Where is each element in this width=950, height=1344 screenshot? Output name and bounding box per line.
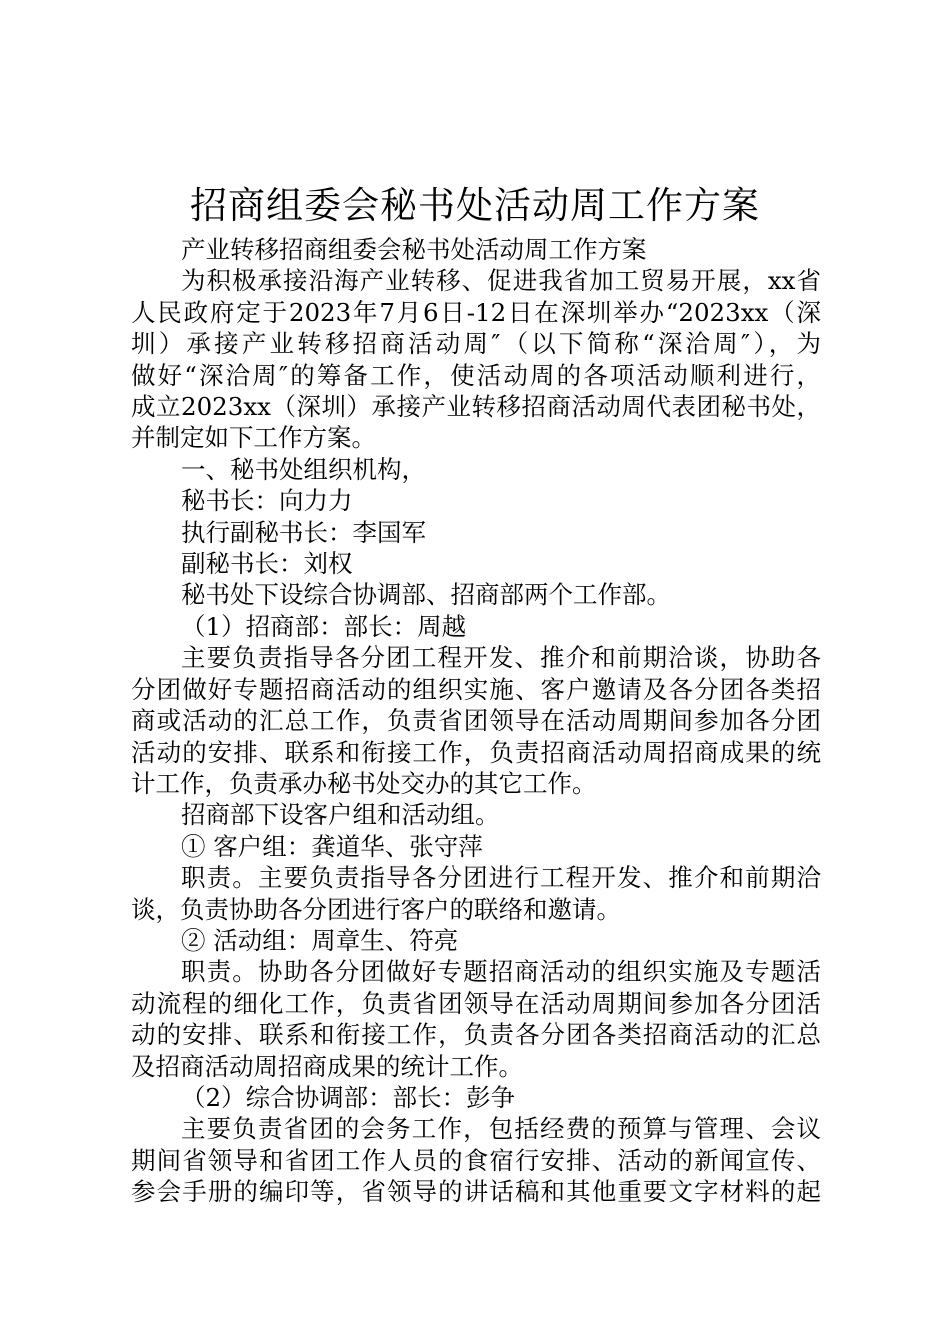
text-line: ① 客户组：龚道华、张守萍 bbox=[181, 831, 483, 861]
text-line: 招商部下设客户组和活动组。 bbox=[181, 800, 500, 830]
text-line: 动的安排、联系和衔接工作，负责各分团各类招商活动的汇总 bbox=[131, 1020, 821, 1050]
text-line: 为积极承接沿海产业转移、促进我省加工贸易开展，xx省 bbox=[181, 266, 821, 296]
text-line: 秘书处下设综合协调部、招商部两个工作部。 bbox=[181, 580, 671, 610]
text-line: 动流程的细化工作，负责省团领导在活动周期间参加各分团活 bbox=[131, 988, 821, 1018]
text-line: 副秘书长：刘权 bbox=[181, 549, 353, 579]
document-body bbox=[131, 234, 821, 1208]
text-line: 职责。主要负责指导各分团进行工程开发、推介和前期洽 bbox=[181, 863, 821, 893]
text-line: 期间省领导和省团工作人员的食宿行安排、活动的新闻宣传、 bbox=[131, 1145, 821, 1175]
text-line: 一、秘书处组织机构， bbox=[181, 454, 426, 484]
text-line: 成立2023xx（深圳）承接产业转移招商活动周代表团秘书处， bbox=[131, 392, 821, 422]
text-line: 秘书长：向力力 bbox=[181, 486, 353, 516]
text-line: 商或活动的汇总工作，负责省团领导在活动周期间参加各分团 bbox=[131, 706, 821, 736]
text-line: 主要负责省团的会务工作，包括经费的预算与管理、会议 bbox=[181, 1114, 821, 1144]
document-title: 招商组委会秘书处活动周工作方案 bbox=[190, 184, 760, 227]
text-line: 人民政府定于2023年7月6日-12日在深圳举办“2023xx（深 bbox=[131, 297, 821, 327]
text-line: （1）招商部：部长：周越 bbox=[181, 611, 467, 641]
text-line: 职责。协助各分团做好专题招商活动的组织实施及专题活 bbox=[181, 957, 821, 987]
text-line: 做好“深洽周″的筹备工作，使活动周的各项活动顺利进行， bbox=[131, 360, 821, 390]
text-line: （2）综合协调部：部长：彭争 bbox=[181, 1082, 516, 1112]
text-line: 分团做好专题招商活动的组织实施、客户邀请及各分团各类招 bbox=[131, 674, 821, 704]
text-line: 圳）承接产业转移招商活动周″（以下简称“深洽周″），为 bbox=[131, 329, 821, 359]
text-line: 及招商活动周招商成果的统计工作。 bbox=[131, 1051, 523, 1081]
text-line: ② 活动组：周章生、符亮 bbox=[181, 925, 459, 955]
text-line: 并制定如下工作方案。 bbox=[131, 423, 376, 453]
text-line: 产业转移招商组委会秘书处活动周工作方案 bbox=[181, 235, 647, 264]
text-line: 主要负责指导各分团工程开发、推介和前期洽谈，协助各 bbox=[181, 643, 821, 673]
text-line: 谈，负责协助各分团进行客户的联络和邀请。 bbox=[131, 894, 621, 924]
text-line: 活动的安排、联系和衔接工作，负责招商活动周招商成果的统 bbox=[131, 737, 821, 767]
text-line: 计工作，负责承办秘书处交办的其它工作。 bbox=[131, 768, 597, 798]
text-line: 参会手册的编印等，省领导的讲话稿和其他重要文字材料的起 bbox=[131, 1177, 821, 1207]
text-line: 执行副秘书长：李国军 bbox=[181, 517, 426, 547]
